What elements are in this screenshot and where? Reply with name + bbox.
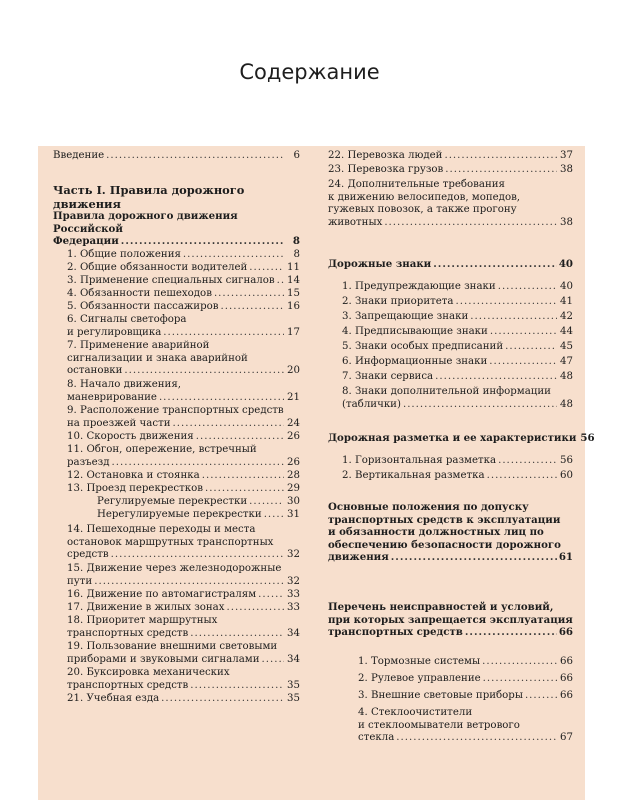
toc-entry[interactable]: 4. Обязанности пешеходов ..... 15 <box>53 288 300 301</box>
toc-entry[interactable]: 19. Пользование внешними световыми приборами и звуковыми сигналами ..... 34 <box>53 641 300 666</box>
toc-entry[interactable]: 1. Тормозные системы ..... 66 <box>328 656 573 669</box>
toc-entry-rules[interactable]: Правила дорожного движения Российской Федерации ..... 8 <box>53 210 300 248</box>
toc-entry[interactable]: 14. Пешеходные переходы и места остановок маршрутных транспортных средств ..... 32 <box>53 524 300 562</box>
toc-entry[interactable]: 8. Начало движения, маневрирование ..... 21 <box>53 379 300 404</box>
toc-entry-intro[interactable]: Введение ..... 6 <box>53 150 300 163</box>
toc-entry[interactable]: 2. Вертикальная разметка ..... 60 <box>328 470 573 483</box>
toc-section-signs[interactable]: Дорожные знаки ..... 40 <box>328 258 573 271</box>
toc-section-marking[interactable]: Дорожная разметка и ее характеристики 56 <box>328 432 595 444</box>
toc-entry[interactable]: 5. Знаки особых предписаний ..... 45 <box>328 341 573 354</box>
toc-entry[interactable]: 20. Буксировка механических транспортных средств ..... 35 <box>53 667 300 692</box>
toc-entry[interactable]: 1. Предупреждающие знаки ..... 40 <box>328 281 573 294</box>
toc-entry[interactable]: 8. Знаки дополнительной информации (таблички) ..... 48 <box>328 386 573 411</box>
toc-entry[interactable]: 13. Проезд перекрестков ..... 29 <box>53 483 300 496</box>
toc-entry[interactable]: 1. Горизонтальная разметка ..... 56 <box>328 455 573 468</box>
toc-entry[interactable]: 3. Применение специальных сигналов ..... 14 <box>53 275 300 288</box>
toc-entry[interactable]: 18. Приоритет маршрутных транспортных средств ..... 34 <box>53 615 300 640</box>
toc-panel <box>38 146 595 800</box>
toc-entry[interactable]: 7. Применение аварийной сигнализации и знака аварийной остановки ..... 20 <box>53 340 300 378</box>
toc-entry[interactable]: 15. Движение через железнодорожные пути ..... 32 <box>53 563 300 588</box>
toc-entry[interactable]: 2. Рулевое управление ..... 66 <box>328 673 573 686</box>
page-title: Содержание <box>239 60 380 84</box>
toc-entry[interactable]: 1. Общие положения ..... 8 <box>53 249 300 262</box>
toc-entry[interactable]: 24. Дополнительные требования к движению велосипедов, мопедов, гужевых повозок, а также прогону животных ..... 38 <box>328 179 573 229</box>
toc-section-basic[interactable]: Основные положения по допуску транспортных средств к эксплуатации и обязанности должностных лиц по обеспечению безопасности дорожного движения ..... 61 <box>328 501 573 564</box>
toc-entry[interactable]: 3. Запрещающие знаки ..... 42 <box>328 311 573 324</box>
toc-subentry[interactable]: Регулируемые перекрестки ..... 30 <box>53 496 300 509</box>
toc-entry[interactable]: 6. Информационные знаки ..... 47 <box>328 356 573 369</box>
toc-entry[interactable]: 7. Знаки сервиса ..... 48 <box>328 371 573 384</box>
toc-subentry[interactable]: Нерегулируемые перекрестки ..... 31 <box>53 509 300 522</box>
toc-entry[interactable]: 2. Знаки приоритета ..... 41 <box>328 296 573 309</box>
toc-entry[interactable]: 4. Стеклоочистители и стеклоомыватели ветрового стекла ..... 67 <box>328 707 573 745</box>
toc-entry[interactable]: 3. Внешние световые приборы ..... 66 <box>328 690 573 703</box>
toc-entry[interactable]: 5. Обязанности пассажиров ..... 16 <box>53 301 300 314</box>
toc-entry[interactable]: 23. Перевозка грузов ..... 38 <box>328 164 573 177</box>
toc-entry[interactable]: 17. Движение в жилых зонах ..... 33 <box>53 602 300 615</box>
part-heading: Часть I. Правила дорожного движения <box>53 183 245 211</box>
toc-entry[interactable]: 9. Расположение транспортных средств на проезжей части ..... 24 <box>53 405 300 430</box>
toc-entry[interactable]: 4. Предписывающие знаки ..... 44 <box>328 326 573 339</box>
toc-entry[interactable]: 16. Движение по автомагистралям ..... 33 <box>53 589 300 602</box>
toc-entry[interactable]: 10. Скорость движения ..... 26 <box>53 431 300 444</box>
toc-entry[interactable]: 6. Сигналы светофора и регулировщика ..... 17 <box>53 314 300 339</box>
toc-entry[interactable]: 2. Общие обязанности водителей ..... 11 <box>53 262 300 275</box>
toc-section-faults[interactable]: Перечень неисправностей и условий, при которых запрещается эксплуатация транспортных средств ..... 66 <box>328 601 573 639</box>
toc-entry[interactable]: 22. Перевозка людей ..... 37 <box>328 150 573 163</box>
toc-entry[interactable]: 21. Учебная езда ..... 35 <box>53 693 300 706</box>
toc-entry[interactable]: 11. Обгон, опережение, встречный разъезд ..... 26 <box>53 444 300 469</box>
toc-entry[interactable]: 12. Остановка и стоянка ..... 28 <box>53 470 300 483</box>
